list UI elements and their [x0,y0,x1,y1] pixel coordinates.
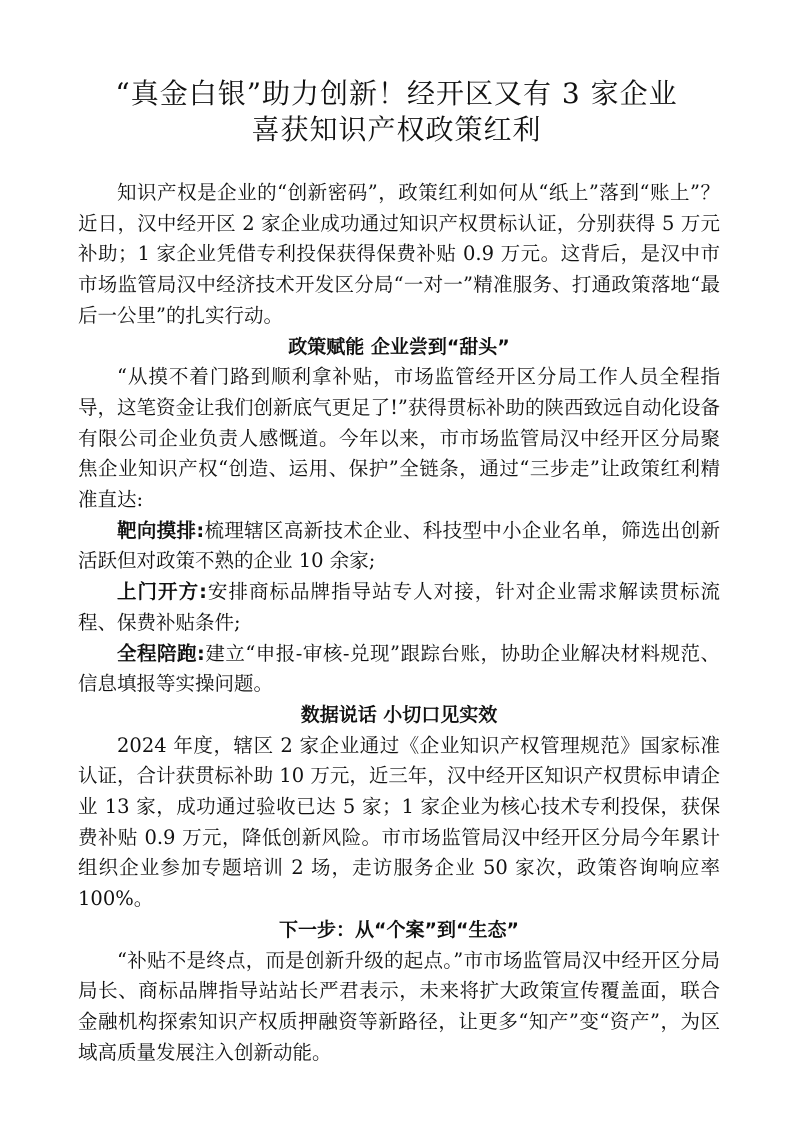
section-heading-1: 政策赋能 企业尝到“甜头” [288,335,510,358]
step-text-2: 安排商标品牌指导站专人对接，针对企业需求解读贯标流程、保费补贴条件; [78,580,720,634]
section-heading-2: 数据说话 小切口见实效 [300,703,498,726]
step-paragraph-2 [78,577,720,638]
step-lead-1: 靶向摸排: [117,518,205,542]
title-line-1: “真金白银”助力创新！经开区又有 3 家企业 [115,77,678,110]
step-paragraph-1 [78,516,720,577]
article-body [78,178,720,1068]
article-title [60,76,733,148]
step-text-3: 建立“申报-审核-兑现”跟踪台账，协助企业解决材料规范、信息填报等实操问题。 [78,641,720,696]
section-1-paragraph: “从摸不着门路到顺利拿补贴，市场监管经开区分局工作人员全程指导，这笔资金让我们创新底气更足了!”获得贯标补助的陕西致远自动化设备有限公司企业负责人感慨道。今年以来，市市场监管局汉中经开区分局聚焦企业知识产权“创造、运用、保护”全链条，通过“三步走”让政策红利精准直达: [78,365,720,512]
title-line-2: 喜获知识产权政策红利 [251,113,542,146]
section-2-paragraph: 2024 年度，辖区 2 家企业通过《企业知识产权管理规范》国家标准认证，合计获贯标补助 10 万元，近三年，汉中经开区知识产权贯标申请企业 13 家，成功通过验收已达 5 家；1 家企业为核心技术专利投保，获保费补贴 0.9 万元，降低创新风险。市市场监管局汉中经开区分局今年累计组织企业参加专题培训 2 场，走访服务企业 50 家次，政策咨询响应率 100%。 [78,733,720,911]
step-lead-3: 全程陪跑: [117,641,205,665]
section-3-paragraph: “补贴不是终点，而是创新升级的起点。”市市场监管局汉中经开区分局局长、商标品牌指导站站长严君表示，未来将扩大政策宣传覆盖面，联合金融机构探索知识产权质押融资等新路径，让更多“知产”变“资产”，为区域高质量发展注入创新动能。 [78,948,720,1064]
step-paragraph-3 [78,639,720,700]
step-lead-2: 上门开方: [117,580,207,604]
step-text-1: 梳理辖区高新技术企业、科技型中小企业名单，筛选出创新活跃但对政策不熟的企业 10 余家; [78,518,720,573]
section-heading-3: 下一步：从“个案”到“生态” [279,918,519,941]
intro-paragraph: 知识产权是企业的“创新密码”，政策红利如何从“纸上”落到“账上”？近日，汉中经开区 2 家企业成功通过知识产权贯标认证，分别获得 5 万元补助；1 家企业凭借专利投保获得保费补贴 0.9 万元。这背后，是汉中市市场监管局汉中经济技术开发区分局“一对一”精准服务、打通政策落地“最后一公里”的扎实行动。 [78,181,720,327]
